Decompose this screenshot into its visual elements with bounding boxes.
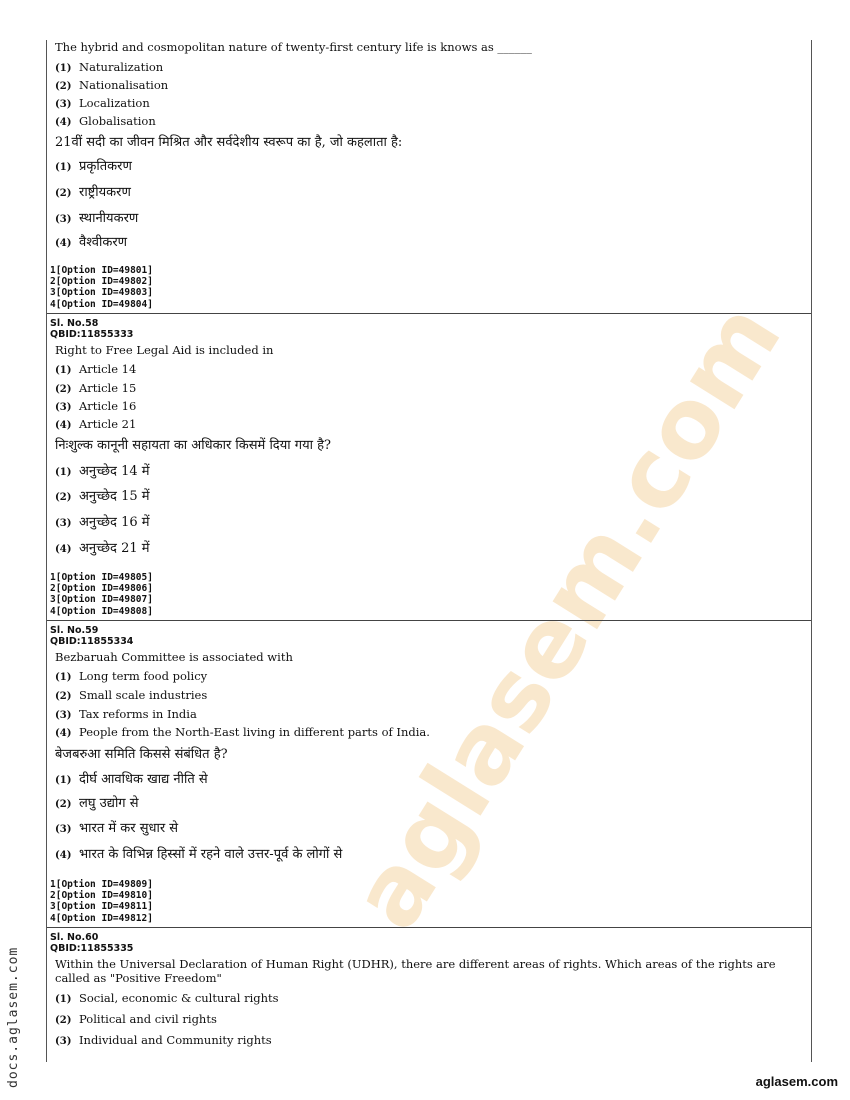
option-ids [50,572,153,617]
option-number: (3) [55,518,72,529]
option-3-en [55,707,197,723]
side-url: docs.aglasem.com [6,946,21,1088]
option-number: (2) [55,799,72,810]
option-id: 2[Option ID=49806] [50,583,153,595]
option-2-en [55,1012,217,1028]
option-number: (3) [55,710,72,721]
option-id: 1[Option ID=49801] [50,265,153,276]
option-number: (2) [55,81,72,92]
option-1-en [55,60,163,76]
option-2-en [55,381,136,397]
option-1-en [55,362,136,378]
option-text: अनुच्छेद 15 में [79,489,150,504]
question-text-hi: 21वीं सदी का जीवन मिश्रित और सर्वदेशीय स्वरूप का है, जो कहलाता है: [55,135,403,150]
question-text-hi: बेजबरुआ समिति किससे संबंधित है? [55,747,228,762]
option-2-en [55,78,168,94]
option-number: (3) [55,402,72,413]
option-number: (1) [55,775,72,786]
serial-number: Sl. No.58 [50,318,99,329]
question-58 [47,314,811,621]
option-number: (3) [55,99,72,110]
question-text-en: Within the Universal Declaration of Human Right (UDHR), there are different areas of rights. Which areas of the rights are called as "Positive Freedom" [55,957,776,985]
option-text: Social, economic & cultural rights [79,991,279,1005]
option-id: 3[Option ID=49811] [50,901,153,913]
option-text: Individual and Community rights [79,1033,272,1047]
option-number: (1) [55,365,72,376]
option-text: भारत के विभिन्न हिस्सों में रहने वाले उत्तर-पूर्व के लोगों से [79,847,343,862]
option-text: Tax reforms in India [79,707,197,721]
option-text: अनुच्छेद 16 में [79,515,150,530]
option-id: 3[Option ID=49803] [50,287,153,299]
option-2-hi [55,185,131,202]
serial-number: Sl. No.59 [50,625,99,636]
option-id: 3[Option ID=49807] [50,594,153,606]
option-3-hi [55,821,178,838]
option-text: दीर्घ आवधिक खाद्य नीति से [79,772,208,787]
option-text: Nationalisation [79,78,169,92]
option-number: (2) [55,188,72,199]
option-number: (1) [55,467,72,478]
option-text: Small scale industries [79,688,208,702]
option-4-hi [55,541,150,558]
option-1-hi [55,159,132,176]
option-text: वैश्वीकरण [79,235,128,250]
option-number: (4) [55,544,72,555]
option-text: लघु उद्योग से [79,796,139,811]
qbid: QBID:11855335 [50,943,134,954]
option-number: (1) [55,672,72,683]
option-4-en [55,417,136,433]
option-ids [50,265,153,310]
option-text: Localization [79,96,150,110]
qbid: QBID:11855333 [50,329,134,340]
option-number: (1) [55,994,72,1005]
question-text-en: The hybrid and cosmopolitan nature of twenty-first century life is knows as ______ [55,40,532,54]
option-3-hi [55,515,150,532]
question-text-hi: निःशुल्क कानूनी सहायता का अधिकार किसमें दिया गया है? [55,438,331,453]
option-text: Political and civil rights [79,1012,217,1026]
option-number: (1) [55,162,72,173]
question-text-en: Bezbaruah Committee is associated with [55,650,293,664]
option-number: (2) [55,384,72,395]
option-4-hi [55,235,127,252]
option-id: 4[Option ID=49804] [50,298,153,310]
option-2-hi [55,489,150,506]
option-text: Article 15 [79,381,137,395]
option-number: (4) [55,238,72,249]
option-3-hi [55,211,138,228]
option-text: Article 21 [79,417,137,431]
option-4-en [55,725,430,741]
option-text: Globalisation [79,114,156,128]
option-number: (3) [55,824,72,835]
option-text: अनुच्छेद 14 में [79,464,150,479]
question-57 [47,40,811,314]
option-1-hi [55,772,208,789]
question-60 [47,928,811,1062]
question-text-en: Right to Free Legal Aid is included in [55,343,274,357]
option-id: 2[Option ID=49810] [50,890,153,902]
option-3-en [55,96,150,112]
footer-brand: aglasem.com [755,1074,838,1089]
option-text: People from the North-East living in different parts of India. [79,725,430,739]
option-number: (2) [55,691,72,702]
option-number: (4) [55,420,72,431]
option-text: Naturalization [79,60,164,74]
option-2-hi [55,796,139,813]
option-2-en [55,688,207,704]
option-text: भारत में कर सुधार से [79,821,179,836]
option-text: अनुच्छेद 21 में [79,541,150,556]
qbid: QBID:11855334 [50,636,134,647]
option-number: (2) [55,1015,72,1026]
option-text: स्थानीयकरण [79,211,139,226]
option-1-en [55,991,279,1007]
option-1-en [55,669,207,685]
option-number: (3) [55,214,72,225]
option-3-en [55,399,136,415]
option-number: (2) [55,492,72,503]
option-text: Long term food policy [79,669,208,683]
option-number: (1) [55,63,72,74]
option-number: (3) [55,1036,72,1047]
option-id: 2[Option ID=49802] [50,276,153,288]
option-id: 4[Option ID=49812] [50,912,153,924]
option-text: Article 14 [79,362,137,376]
option-text: Article 16 [79,399,137,413]
watermark: aglasem.com [330,284,803,948]
option-4-en [55,114,156,130]
option-4-hi [55,847,342,864]
option-id: 1[Option ID=49809] [50,879,153,890]
question-paper [46,40,812,1062]
option-id: 4[Option ID=49808] [50,605,153,617]
option-3-en [55,1033,272,1049]
option-number: (4) [55,117,72,128]
option-text: राष्ट्रीयकरण [79,185,131,200]
option-id: 1[Option ID=49805] [50,572,153,583]
question-59 [47,621,811,928]
option-ids [50,879,153,924]
option-1-hi [55,464,150,481]
serial-number: Sl. No.60 [50,932,99,943]
option-number: (4) [55,728,72,739]
option-number: (4) [55,850,72,861]
option-text: प्रकृतिकरण [79,159,132,174]
